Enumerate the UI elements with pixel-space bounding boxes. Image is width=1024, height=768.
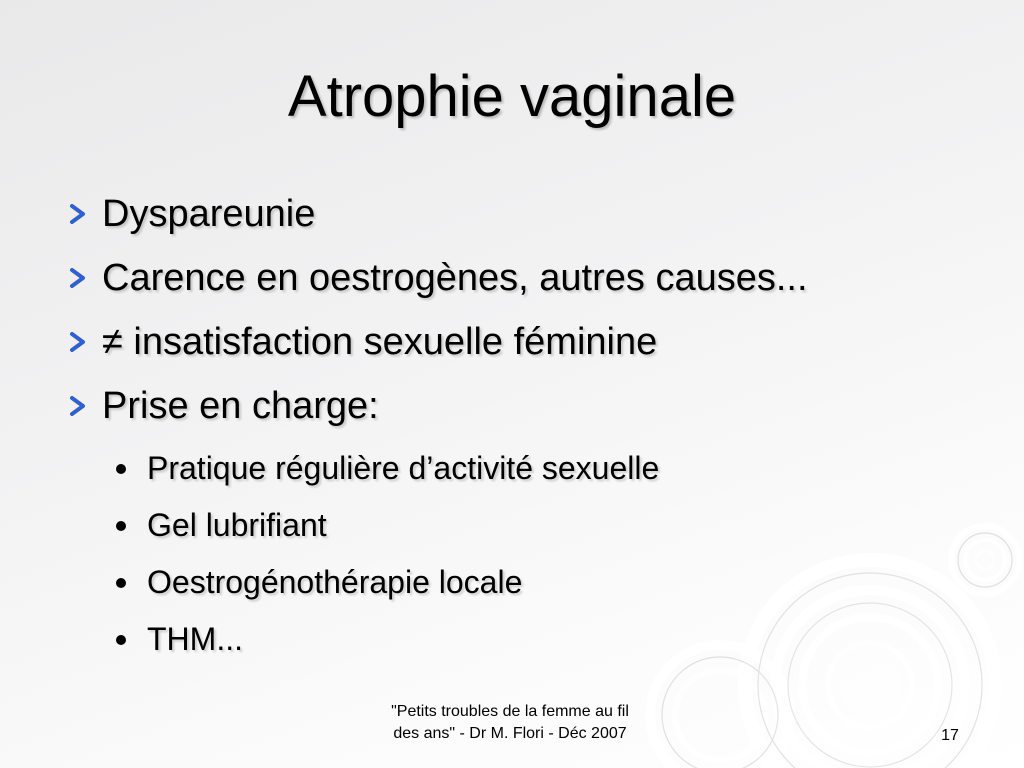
sub-bullet-item <box>113 613 1004 670</box>
footer-line: "Petits troubles de la femme au fil <box>391 703 629 720</box>
chevron-arrow-icon <box>64 250 92 306</box>
bullet-list <box>64 186 1004 670</box>
round-dot-icon <box>116 464 126 474</box>
slide-title: Atrophie vaginale <box>287 64 737 129</box>
sub-bullet-item <box>113 442 1004 499</box>
footer-line: des ans" - Dr M. Flori - Déc 2007 <box>393 725 627 742</box>
round-dot-icon <box>116 521 126 531</box>
bullet-item <box>64 314 1004 378</box>
chevron-arrow-icon <box>64 378 92 434</box>
bullet-item <box>64 378 1004 442</box>
round-dot-icon <box>116 578 126 588</box>
page-number: 17 <box>941 727 959 744</box>
bullet-text: ≠ insatisfaction sexuelle féminine <box>102 321 658 363</box>
sub-bullet-item <box>113 556 1004 613</box>
sub-bullet-text: Gel lubrifiant <box>147 507 327 543</box>
sub-bullet-text: THM... <box>147 621 243 657</box>
bullet-text: Carence en oestrogènes, autres causes... <box>102 257 808 299</box>
sub-bullet-item <box>113 499 1004 556</box>
chevron-arrow-icon <box>64 314 92 370</box>
round-dot-icon <box>116 635 126 645</box>
bullet-item <box>64 250 1004 314</box>
bullet-text: Prise en charge: <box>102 385 379 427</box>
chevron-arrow-icon <box>64 186 92 242</box>
sub-bullet-text: Oestrogénothérapie locale <box>147 564 523 600</box>
sub-bullet-text: Pratique régulière d’activité sexuelle <box>147 450 660 486</box>
bullet-item <box>64 186 1004 250</box>
bullet-text: Dyspareunie <box>102 193 316 235</box>
slide-footer <box>340 701 680 745</box>
